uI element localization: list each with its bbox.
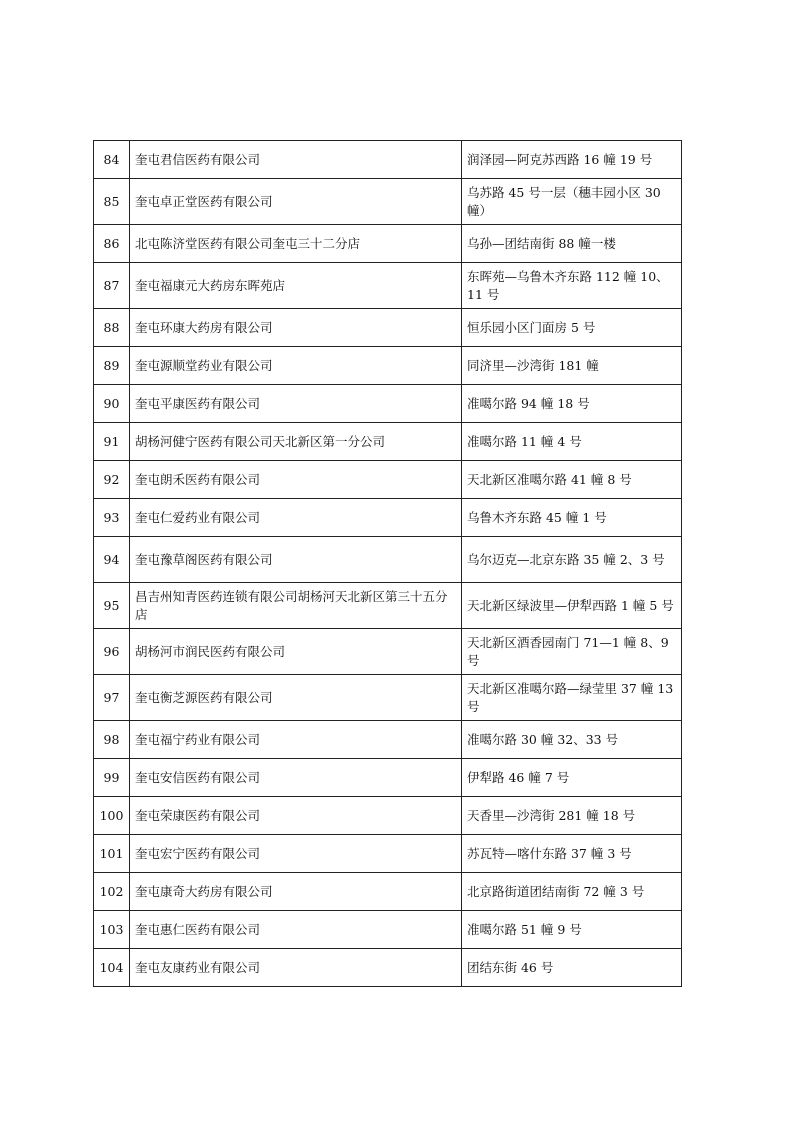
company-name: 奎屯康奇大药房有限公司: [130, 873, 462, 911]
company-name: 北屯陈济堂医药有限公司奎屯三十二分店: [130, 225, 462, 263]
company-name: 奎屯朗禾医药有限公司: [130, 461, 462, 499]
company-name: 奎屯荣康医药有限公司: [130, 797, 462, 835]
table-row: [94, 179, 682, 225]
row-number: 88: [94, 309, 130, 347]
row-number: 96: [94, 629, 130, 675]
row-number: 92: [94, 461, 130, 499]
company-address: 准噶尔路 94 幢 18 号: [462, 385, 682, 423]
row-number: 94: [94, 537, 130, 583]
company-address: 准噶尔路 51 幢 9 号: [462, 911, 682, 949]
table-row: [94, 263, 682, 309]
company-address: 天北新区酒香园南门 71—1 幢 8、9 号: [462, 629, 682, 675]
table-row: [94, 721, 682, 759]
table-row: [94, 911, 682, 949]
row-number: 86: [94, 225, 130, 263]
company-name: 奎屯平康医药有限公司: [130, 385, 462, 423]
company-name: 奎屯仁爱药业有限公司: [130, 499, 462, 537]
row-number: 98: [94, 721, 130, 759]
row-number: 84: [94, 141, 130, 179]
table-row: [94, 499, 682, 537]
row-number: 85: [94, 179, 130, 225]
table-body: [94, 141, 682, 987]
company-address: 准噶尔路 30 幢 32、33 号: [462, 721, 682, 759]
table-row: [94, 423, 682, 461]
company-address: 恒乐园小区门面房 5 号: [462, 309, 682, 347]
company-address: 同济里—沙湾街 181 幢: [462, 347, 682, 385]
company-address: 乌鲁木齐东路 45 幢 1 号: [462, 499, 682, 537]
company-name: 胡杨河市润民医药有限公司: [130, 629, 462, 675]
table-row: [94, 873, 682, 911]
row-number: 99: [94, 759, 130, 797]
company-name: 胡杨河健宁医药有限公司天北新区第一分公司: [130, 423, 462, 461]
table-row: [94, 225, 682, 263]
company-address: 伊犁路 46 幢 7 号: [462, 759, 682, 797]
row-number: 93: [94, 499, 130, 537]
row-number: 91: [94, 423, 130, 461]
pharmacy-table: [93, 140, 682, 987]
company-name: 奎屯惠仁医药有限公司: [130, 911, 462, 949]
company-address: 天香里—沙湾街 281 幢 18 号: [462, 797, 682, 835]
company-address: 东晖苑—乌鲁木齐东路 112 幢 10、11 号: [462, 263, 682, 309]
pharmacy-list-page: [93, 140, 681, 987]
company-address: 天北新区绿波里—伊犁西路 1 幢 5 号: [462, 583, 682, 629]
row-number: 89: [94, 347, 130, 385]
table-row: [94, 385, 682, 423]
company-name: 奎屯福康元大药房东晖苑店: [130, 263, 462, 309]
company-address: 乌尔迈克—北京东路 35 幢 2、3 号: [462, 537, 682, 583]
row-number: 100: [94, 797, 130, 835]
table-row: [94, 675, 682, 721]
table-row: [94, 309, 682, 347]
company-address: 北京路街道团结南街 72 幢 3 号: [462, 873, 682, 911]
company-name: 奎屯友康药业有限公司: [130, 949, 462, 987]
table-row: [94, 949, 682, 987]
row-number: 90: [94, 385, 130, 423]
company-name: 奎屯君信医药有限公司: [130, 141, 462, 179]
row-number: 104: [94, 949, 130, 987]
table-row: [94, 141, 682, 179]
row-number: 95: [94, 583, 130, 629]
company-address: 天北新区准噶尔路—绿莹里 37 幢 13 号: [462, 675, 682, 721]
company-name: 奎屯源顺堂药业有限公司: [130, 347, 462, 385]
table-row: [94, 835, 682, 873]
company-address: 团结东街 46 号: [462, 949, 682, 987]
row-number: 101: [94, 835, 130, 873]
table-row: [94, 537, 682, 583]
company-name: 奎屯宏宁医药有限公司: [130, 835, 462, 873]
company-name: 奎屯衡芝源医药有限公司: [130, 675, 462, 721]
row-number: 102: [94, 873, 130, 911]
company-address: 苏瓦特—喀什东路 37 幢 3 号: [462, 835, 682, 873]
table-row: [94, 583, 682, 629]
company-name: 奎屯豫草阁医药有限公司: [130, 537, 462, 583]
row-number: 87: [94, 263, 130, 309]
table-row: [94, 629, 682, 675]
row-number: 97: [94, 675, 130, 721]
company-address: 乌苏路 45 号一层（穗丰园小区 30 幢）: [462, 179, 682, 225]
company-name: 奎屯安信医药有限公司: [130, 759, 462, 797]
company-address: 准噶尔路 11 幢 4 号: [462, 423, 682, 461]
company-address: 天北新区准噶尔路 41 幢 8 号: [462, 461, 682, 499]
table-row: [94, 347, 682, 385]
table-row: [94, 461, 682, 499]
company-name: 奎屯福宁药业有限公司: [130, 721, 462, 759]
company-address: 乌孙—团结南街 88 幢一楼: [462, 225, 682, 263]
company-address: 润泽园—阿克苏西路 16 幢 19 号: [462, 141, 682, 179]
table-row: [94, 759, 682, 797]
table-row: [94, 797, 682, 835]
row-number: 103: [94, 911, 130, 949]
company-name: 昌吉州知青医药连锁有限公司胡杨河天北新区第三十五分店: [130, 583, 462, 629]
company-name: 奎屯环康大药房有限公司: [130, 309, 462, 347]
company-name: 奎屯卓正堂医药有限公司: [130, 179, 462, 225]
